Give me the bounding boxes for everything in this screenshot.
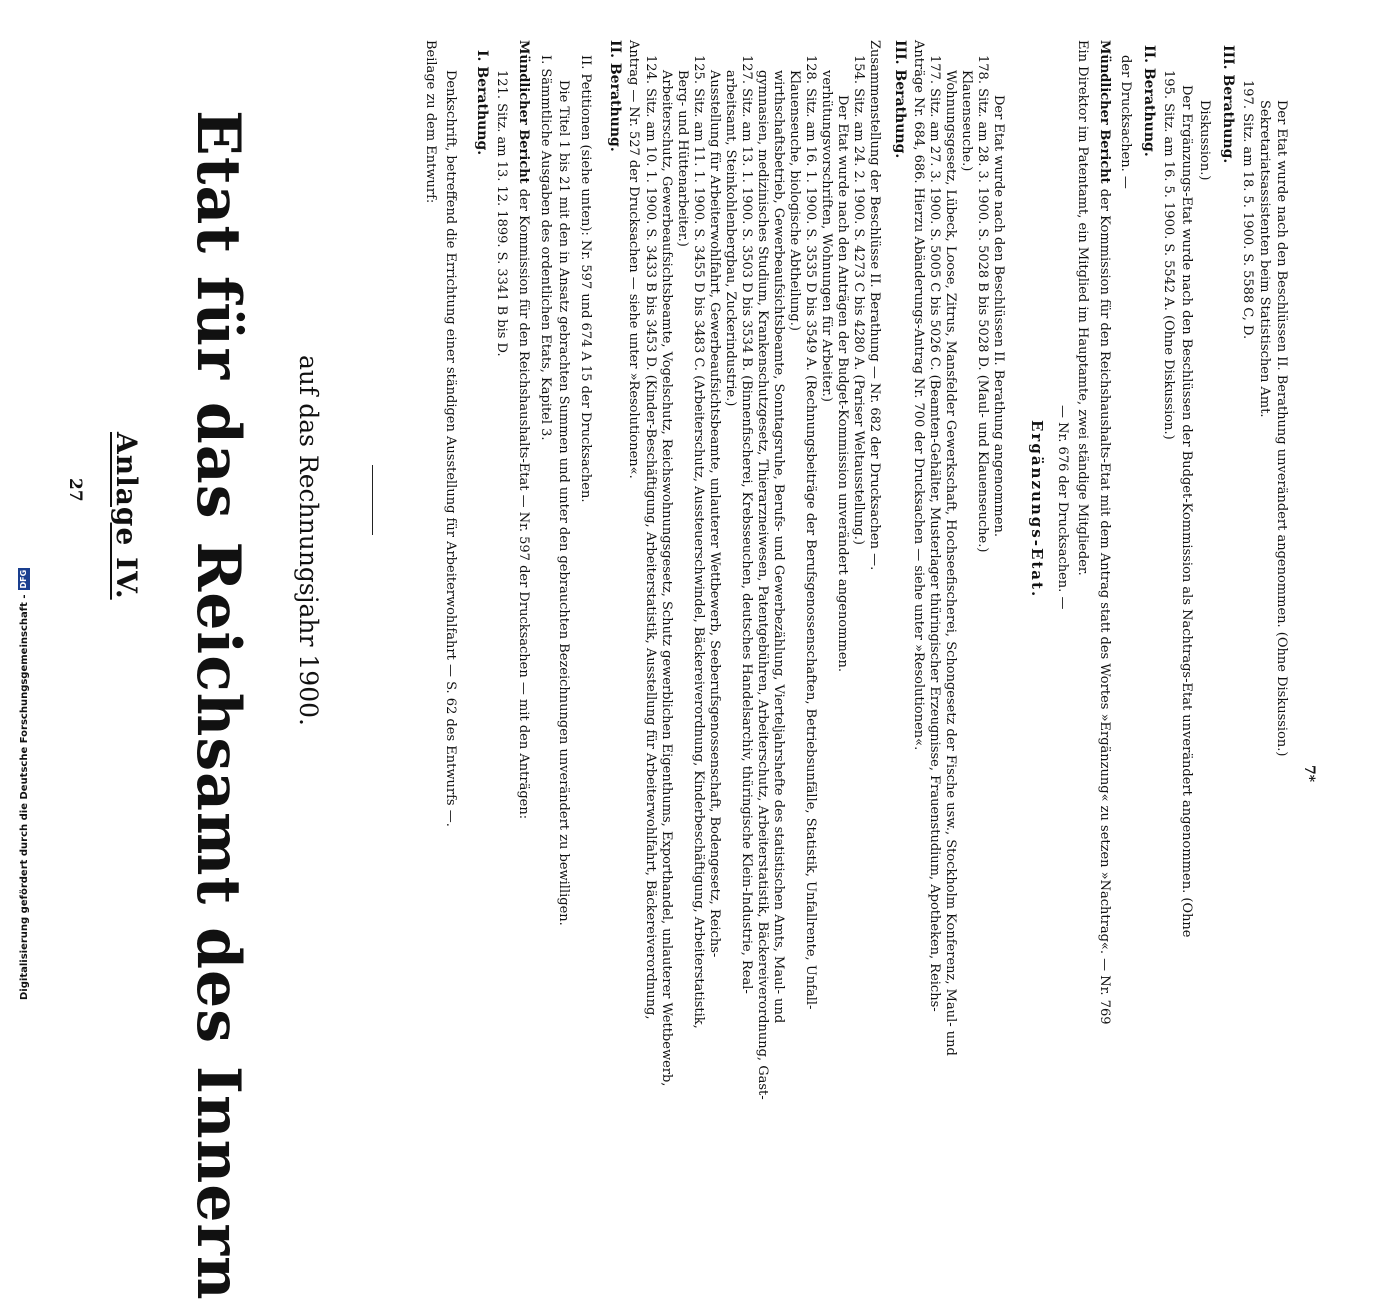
- beilage-text: Denkschrift, betreffend die Errichtung einer ständigen Ausstellung für Arbeiterwohlfahrt — S. 62 des Entwurfs —.: [443, 70, 458, 827]
- ergaenzung-section-2-line-2: Diskussion.): [1197, 100, 1212, 181]
- section-2-line-8: gymnasien, medizinisches Studium, Krankenschutzgesetz, Thierarzneiwesen, Patentgebühren, Arbeiterschutz, Arbeiterstatistik, Bäckereiverordnung, Gast-: [755, 70, 770, 1100]
- section-2-line-6: arbeitsamt, Steinkohlenbergbau, Zuckerindustrie.): [723, 70, 738, 407]
- section-2-line-3: Berg- und Hüttenarbeiter.): [675, 70, 690, 247]
- dfg-logo: DFG: [19, 569, 28, 589]
- ergaenzung-bericht-text: der Kommission für den Reichshaushalts-Etat mit dem Antrag statt des Wortes »Ergänzung« zu setzen »Nachtrag«. — Nr. 769: [1097, 188, 1112, 1025]
- ergaenzung-bericht-block: [1097, 40, 1116, 1025]
- section-3-line-0: Anträge Nr. 684, 686. Hierzu Abänderungs-Antrag Nr. 700 der Drucksachen — siehe unter »Resolutionen«.: [911, 40, 926, 751]
- section-2-line-2: Arbeiterschutz, Gewerbeaufsichtsbeamte, Vogelschutz, Reichswohnungsgesetz, Schutz gewerblichen Eigenthums, Exporthandel, unlauterer Wettbewerb,: [659, 70, 674, 1087]
- ergaenzung-section-3-line-0: 197. Sitz. am 18. 5. 1900. S. 5588 C, D.: [1240, 80, 1255, 340]
- section-2-line-14: 154. Sitz. am 24. 2. 1900. S. 4273 C bis 4280 A. (Pariser Weltausstellung.): [851, 55, 866, 545]
- bericht-heading: Mündlicher Bericht: [516, 40, 531, 184]
- section-2-heading: II. Berathung.: [607, 40, 623, 152]
- section-2-line-1: 124. Sitz. am 10. 1. 1900. S. 3433 B bis 3453 D. (Kinder-Beschäftigung, Arbeiterstatistik, Ausstellung für Arbeiterwohlfahrt, Bäckereiverordnung,: [643, 55, 658, 1020]
- ergaenzung-bericht-heading: Mündlicher Bericht: [1097, 40, 1112, 184]
- ergaenzung-section-2-heading: II. Berathung.: [1141, 45, 1157, 157]
- section-2-line-0: Antrag — Nr. 527 der Drucksachen — siehe unter »Resolutionen«.: [626, 40, 641, 479]
- section-3-line-2: Wohnungsgesetz, Lübeck, Loose, Zitrus, Mansfelder Gewerkschaft, Hochseefischerei, Schongesetz der Fische usw., Stockholm Konferenz, Maul- und: [943, 70, 958, 1056]
- section-2-line-13: Der Etat wurde nach den Anträgen der Budget-Kommission unverändert angenommen.: [835, 95, 850, 673]
- ergaenzung-bericht-text-2: der Drucksachen. —: [1118, 55, 1133, 189]
- section-3-line-4: 178. Sitz. am 28. 3. 1900. S. 5028 B bis 5028 D. (Maul- und Klauenseuche.): [975, 55, 990, 553]
- anlage-label: Anlage IV.: [110, 432, 143, 600]
- page-subtitle: auf das Rechnungsjahr 1900.: [294, 355, 323, 726]
- ergaenzung-section-3-line-1: Sekretariatsassistenten beim Statistischen Amt.: [1257, 100, 1272, 418]
- page-number: 27: [65, 478, 85, 502]
- digitization-footer: [16, 0, 32, 1000]
- section-2-line-5: Ausstellung für Arbeiterwohlfahrt, Gewerbeaufsichtsbeamte, unlauterer Wettbewerb, Seeberufsgenossenschaft, Bodengesetz, Reichs-: [707, 70, 722, 958]
- section-2-line-10: Klauenseuche, biologische Abtheilung.): [787, 70, 802, 331]
- ergaenzung-heading: Ergänzungs-Etat.: [1028, 420, 1046, 599]
- title-divider: [372, 465, 373, 535]
- section-1-text: 121. Sitz. am 13. 12. 1899. S. 3341 B bis D.: [494, 70, 509, 357]
- section-3-line-3: Klauenseuche.): [959, 70, 974, 172]
- section-2-line-7: 127. Sitz. am 13. 1. 1900. S. 3503 D bis 3534 B. (Binnenfischerei, Krebsseuchen, deutsches Handelsarchiv, thüringische Klein-Industrie, Real-: [739, 55, 754, 994]
- footer-text: Digitalisierung gefördert durch die Deutsche Forschungsgemeinschaft -: [18, 594, 30, 1000]
- ergaenzung-section-3-line-2: Der Etat wurde nach den Beschlüssen II. Berathung unverändert angenommen. (Ohne Diskussion.): [1274, 100, 1289, 757]
- section-2-line-11: 128. Sitz. am 16. 1. 1900. S. 3535 D bis 3549 A. (Rechnungsbeiträge der Berufsgenossenschaften, Betriebsunfälle, Statistik, Unfallrente, Unfall-: [803, 55, 818, 1010]
- ergaenzung-ref: — Nr. 676 der Drucksachen. —: [1055, 405, 1070, 610]
- section-2-line-4: 125. Sitz. am 11. 1. 1900. S. 3455 D bis 3483 C. (Arbeiterschutz, Aussteuerschwindel, Bäckereiverordnung, Kinderbeschäftigung, Arbeiterstatistik,: [691, 55, 706, 1029]
- signature-mark: 7*: [1301, 765, 1317, 783]
- section-3-line-1: 177. Sitz. am 27. 3. 1900. S. 5005 C bis 5026 C. (Beamten-Gehälter, Musterlager thüringischer Erzeugnisse, Frauenstudium, Apotheken, Reichs-: [927, 55, 942, 1012]
- section-2-line-9: wirthschaftsbetrieb, Gewerbeaufsichtsbeamte, Sonntagsruhe, Berufs- und Gewerbezählung, Vierteljahrshefte des statistischen Amts, Maul- und: [771, 70, 786, 1024]
- ergaenzung-text: Ein Direktor im Patentamt, ein Mitglied im Hauptamte, zwei ständige Mitglieder.: [1075, 40, 1090, 576]
- section-2-line-15: Zusammenstellung der Beschlüsse II. Berathung — Nr. 682 der Drucksachen —.: [867, 40, 882, 571]
- bericht-block: [516, 40, 535, 819]
- beilage-label: Beilage zu dem Entwurf:: [423, 40, 438, 204]
- ergaenzung-section-2-line-1: Der Ergänzungs-Etat wurde nach den Beschlüssen der Budget-Kommission als Nachtrags-Etat unverändert angenommen. (Ohne: [1179, 85, 1194, 938]
- section-3-heading: III. Berathung.: [892, 40, 908, 159]
- bericht-text: der Kommission für den Reichshaushalts-Etat — Nr. 597 der Drucksachen — mit den Anträgen:: [516, 188, 531, 820]
- bericht-item-1: I. Sämmtliche Ausgaben des ordentlichen Etats, Kapitel 3.: [538, 55, 553, 441]
- section-3-line-5: Der Etat wurde nach den Beschlüssen II. Berathung angenommen.: [991, 95, 1006, 537]
- ergaenzung-section-3-heading: III. Berathung.: [1220, 45, 1236, 164]
- section-2-line-12: verhütungsvorschriften, Wohnungen für Arbeiter.): [819, 70, 834, 402]
- ergaenzung-section-2-line-0: 195. Sitz. am 16. 5. 1900. S. 5542 A. (Ohne Diskussion.): [1161, 70, 1176, 440]
- bericht-item-1b: Die Titel 1 bis 21 mit den in Ansatz gebrachten Summen und unter den gebrauchten Bezeichnungen unverändert zu bewilligen.: [556, 80, 571, 926]
- page-title: Etat für das Reichsamt des Innern: [183, 110, 253, 1301]
- section-1-heading: I. Berathung.: [474, 50, 490, 156]
- bericht-item-2: II. Petitionen (siehe unten): Nr. 597 und 674 A 15 der Drucksachen.: [578, 55, 593, 503]
